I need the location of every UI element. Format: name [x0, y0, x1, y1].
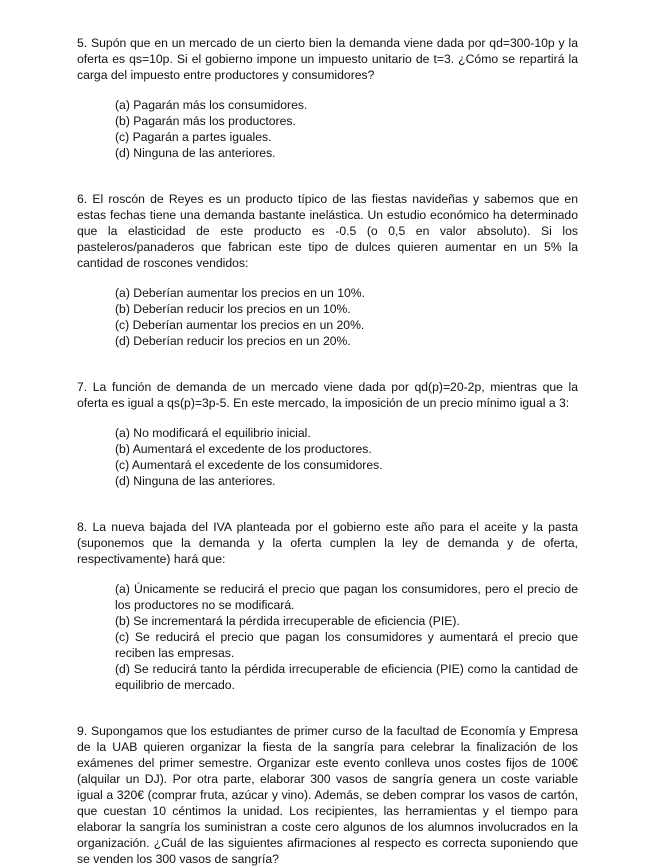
option-b: (b) Deberían reducir los precios en un 10%. — [115, 302, 351, 316]
option-d: (d) Se reducirá tanto la pérdida irrecuperable de eficiencia (PIE) como la cantidad de equilibrio de mercado. — [115, 662, 578, 692]
option-b: (b) Pagarán más los productores. — [115, 114, 296, 128]
option-b: (b) Aumentará el excedente de los productores. — [115, 442, 372, 456]
option-list — [77, 97, 578, 161]
option-d: (d) Ninguna de las anteriores. — [115, 146, 276, 160]
option-a: (a) No modificará el equilibrio inicial. — [115, 426, 311, 440]
question-text: 5. Supón que en un mercado de un cierto bien la demanda viene dada por qd=300-10p y la oferta es qs=10p. Si el gobierno impone un impuesto unitario de t=3. ¿Cómo se repartirá la carga del impuesto entre productores y consumidores? — [77, 36, 578, 82]
option-c: (c) Se reducirá el precio que pagan los consumidores y aumentará el precio que reciben las empresas. — [115, 630, 578, 660]
question-8 — [77, 519, 578, 693]
option-d: (d) Ninguna de las anteriores. — [115, 474, 276, 488]
option-a: (a) Únicamente se reducirá el precio que pagan los consumidores, pero el precio de los productores no se modificará. — [115, 582, 578, 612]
option-c: (c) Aumentará el excedente de los consumidores. — [115, 458, 383, 472]
option-c: (c) Deberían aumentar los precios en un 20%. — [115, 318, 365, 332]
option-list — [77, 285, 578, 349]
option-a: (a) Pagarán más los consumidores. — [115, 98, 308, 112]
option-a: (a) Deberían aumentar los precios en un 10%. — [115, 286, 365, 300]
question-5 — [77, 35, 578, 161]
question-text: 9. Supongamos que los estudiantes de primer curso de la facultad de Economía y Empresa de la UAB quieren organizar la fiesta de la sangría para celebrar la finalización de los exámenes del primer semestre. Organizar este evento conlleva unos costes fijos de 100€ (alquilar un DJ). Por otra parte, elaborar 300 vasos de sangría genera un coste variable igual a 320€ (comprar fruta, azúcar y vino). Además, se deben comprar los vasos de cartón, que cuestan 10 céntimos la unidad. Los recipientes, las herramientas y el tiempo para elaborar la sangría los suministran a coste cero algunos de los alumnos involucrados en la organización. ¿Cuál de las siguientes afirmaciones al respecto es correcta suponiendo que se venden los 300 vasos de sangría? — [77, 724, 578, 866]
option-c: (c) Pagarán a partes iguales. — [115, 130, 272, 144]
question-text: 6. El roscón de Reyes es un producto típico de las fiestas navideñas y sabemos que en estas fechas tiene una demanda bastante inelástica. Un estudio económico ha determinado que la elasticidad de este producto es -0.5 (o 0,5 en valor absoluto). Si los pasteleros/panaderos que fabrican este tipo de dulces quieren aumentar en un 5% la cantidad de roscones vendidos: — [77, 192, 578, 270]
option-list — [77, 581, 578, 693]
question-7 — [77, 379, 578, 489]
question-text: 8. La nueva bajada del IVA planteada por el gobierno este año para el aceite y la pasta (suponemos que la demanda y la oferta cumplen la ley de demanda y de oferta, respectivamente) hará que: — [77, 520, 578, 566]
question-6 — [77, 191, 578, 349]
question-text: 7. La función de demanda de un mercado viene dada por qd(p)=20-2p, mientras que la oferta es igual a qs(p)=3p-5. En este mercado, la imposición de un precio mínimo igual a 3: — [77, 380, 578, 410]
option-b: (b) Se incrementará la pérdida irrecuperable de eficiencia (PIE). — [115, 614, 460, 628]
option-list — [77, 425, 578, 489]
question-9 — [77, 723, 578, 867]
option-d: (d) Deberían reducir los precios en un 20%. — [115, 334, 351, 348]
